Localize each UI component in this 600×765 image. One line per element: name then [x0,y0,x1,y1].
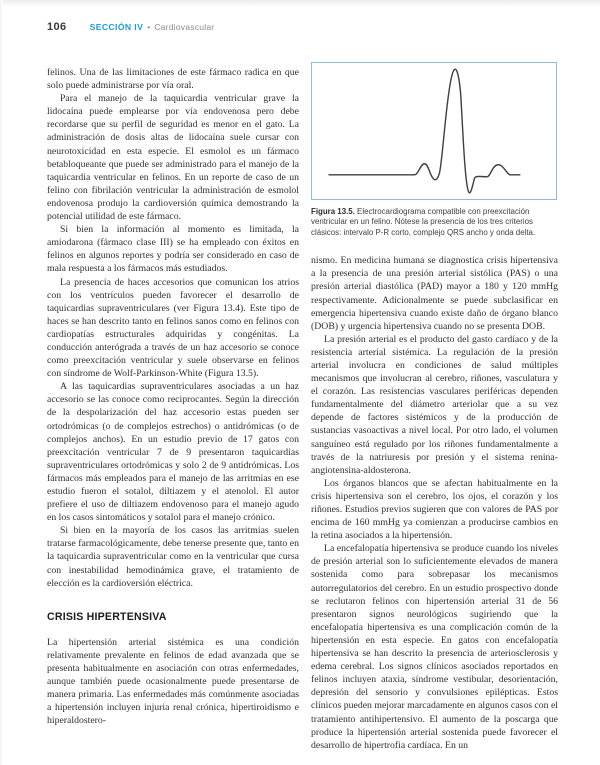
page-header [47,21,558,33]
header-separator: • [147,22,151,32]
ecg-trace [329,69,520,193]
section-label: SECCIÓN IV [89,22,144,32]
paragraph: La presión arterial es el producto del gasto cardíaco y de la resistencia arterial sistémica. La regulación de la presión arterial involucra en condiciones de salud múltiples mecanismos que involucran al cerebro, riñones, vasculatura y el corazón. Las resistencias vasculares periféricas dependen fundamentalmente del diámetro arteriolar que a su vez depende de factores sistémicos y de la producción de sustancias vasoactivas a nivel local. Por otro lado, el volumen sanguíneo está regulado por los riñones fundamentalmente a través de la natriuresis por presión y el sistema renina-angiotensina-aldosterona. [311,333,558,476]
figure-caption-label: Figura 13.5. [311,207,355,216]
paragraph: nismo. En medicina humana se diagnostica crisis hipertensiva a la presencia de una presión arterial sistólica (PAS) o una presión arterial diastólica (PAD) mayor a 180 y 120 mmHg respectivamente. Adicionalmente se puede subclasificar en emergencia hipertensiva cuando existe daño de órgano blanco (DOB) y urgencia hipertensiva cuando no se presenta DOB. [311,255,558,332]
section-heading-crisis-hipertensiva: CRISIS HIPERTENSIVA [47,610,167,623]
paragraph: La hipertensión arterial sistémica es una condición relativamente prevalente en felinos de edad avanzada que se presenta habitualmente en asociación con otras enfermedades, aunque también puede ocasionalmente puede presentarse de manera primaria. Las enfermedades más comúnmente asociadas a hipertensión incluyen injuria renal crónica, hipertiroidismo e hiperaldostero- [47,636,299,727]
ecg-figure [311,62,557,200]
paragraph: A las taquicardias supraventriculares asociadas a un haz accesorio se las conoce como reciprocantes. Según la dirección de la despolarización del haz accesorio estas pueden ser ortodrómicas (o de complejos estrechos) o antidrómicas (o de complejos anchos). En un estudio previo de 17 gatos con preexcitación ventricular 7 de 9 presentaron taquicardias supraventriculares ortodrómicas y solo 2 de 9 antidrómicas. Los fármacos más empleados para el manejo de las arritmias en ese estudio fueron el sotalol, diltiazem y el atenolol. El autor prefiere el uso de diltiazem endovenoso para el manejo agudo en los casos sintomáticos y sotalol para el manejo crónico. [47,381,299,524]
paragraph: Para el manejo de la taquicardia ventricular grave la lidocaína puede emplearse por vía endovenosa pero debe recordarse que su perfil de seguridad es menor en el gato. La administración de dosis altas de lidocaína suele cursar con neurotoxicidad en esta especie. El esmolol es un fármaco betabloqueante que puede ser administrado para el manejo de la taquicardia ventricular en felinos. En un reporte de caso de un felino con fibrilación ventricular la administración de esmolol endovenosa produjo la cardioversión química demostrando la potencial utilidad de este fármaco. [47,93,299,223]
left-column [47,66,299,728]
paragraph: La presencia de haces accesorios que comunican los atrios con los ventrículos pueden favorecer el desarrollo de taquicardias supraventriculares (ver Figura 13.4). Este tipo de haces se han descrito tanto en felinos sanos como en felinos con cardiopatías estructurales adquiridas y congénitas. La conducción anterógrada a través de un haz accesorio se conoce como preexcitación ventricular y suele observarse en felinos con síndrome de Wolf-Parkinson-White (Figura 13.5). [47,276,299,380]
figure-caption [311,207,558,238]
paragraph: Los órganos blancos que se afectan habitualmente en la crisis hipertensiva son el cerebro, los ojos, el corazón y los riñones. Estudios previos sugieren que con valores de PAS por encima de 160 mmHg ya comienzan a producirse cambios en la retina asociados a la hipertensión. [311,477,558,542]
chapter-label: Cardiovascular [154,22,215,32]
paragraph: Si bien en la mayoría de los casos las arritmias suelen tratarse farmacológicamente, debe tenerse presente que, tanto en la taquicardia supraventricular como en la ventricular que cursa con inestabilidad hemodinámica grave, el tratamiento de elección es la cardioversión eléctrica. [47,525,299,589]
paragraph: Si bien la información al momento es limitada, la amiodarona (fármaco clase III) se ha empleado con éxitos en felinos en algunos reportes y podría ser considerado en caso de mala respuesta a los fármacos más estudiados. [47,224,299,275]
right-column [311,62,558,752]
scan-edge-left [0,0,3,765]
page-number: 106 [47,21,67,33]
ecg-trace-svg [312,63,556,199]
figure-caption-text: Electrocardiograma compatible con preexcitación ventricular en un felino. Nótese la presencia de los tres criterios clásicos: intervalo P-R corto, complejo QRS ancho y onda delta. [311,207,536,237]
scan-edge-top [0,0,600,6]
paragraph: felinos. Una de las limitaciones de este fármaco radica en que solo puede administrarse por vía oral. [47,67,299,92]
paragraph: La encefalopatía hipertensiva se produce cuando los niveles de presión arterial son lo suficientemente elevados de manera sostenida como para sobrepasar los mecanismos autorregulatorios del cerebro. En un estudio prospectivo donde se reclutaron felinos con hipertensión arterial 31 de 56 presentaron signos neurológicos sugiriendo que la encefalopatía hipertensiva es una complicación común de la hipertensión en esta especie. En gatos con encefalopatía hipertensiva se han descrito la presencia de arteriosclerosis y edema cerebral. Los signos clínicos asociados reportados en felinos incluyen ataxia, síndrome vestibular, desorientación, depresión del sensorio y convulsiones epilépticas. Estos clínicos pueden mejorar marcadamente en algunos casos con el tratamiento antihipertensivo. El aumento de la poscarga que produce la hipertensión arterial sostenida puede favorecer el desarrollo de hipertrofia cardíaca. En un [311,543,558,751]
